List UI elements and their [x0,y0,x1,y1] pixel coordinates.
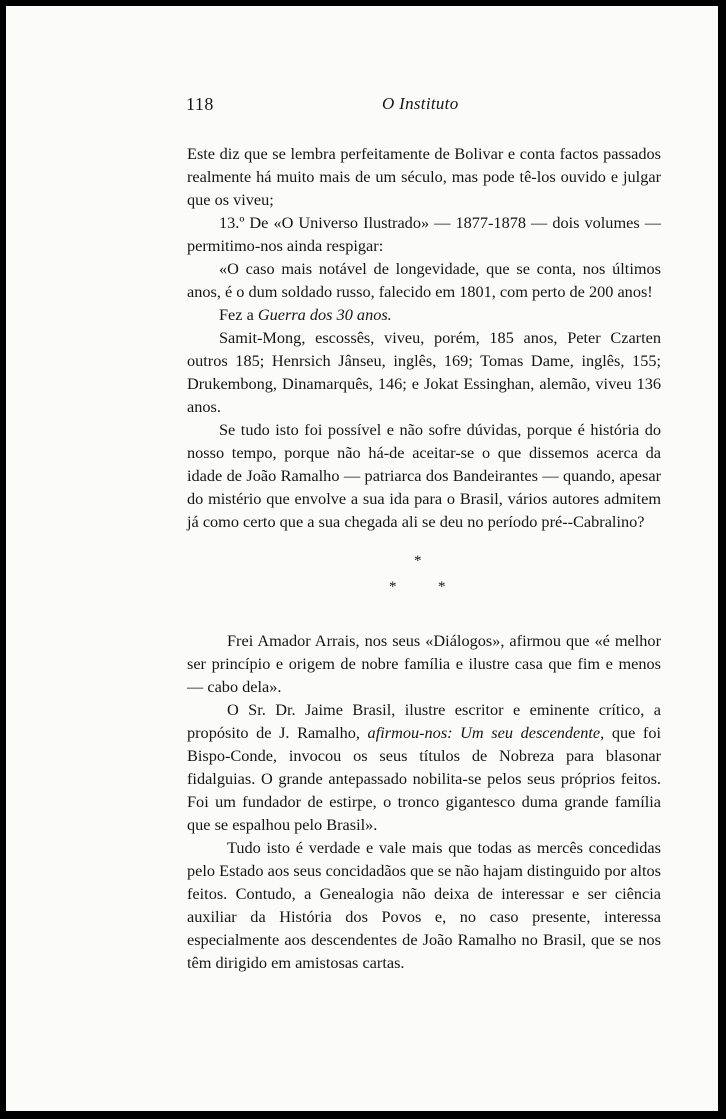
paragraph: «O caso mais notável de longevidade, que se conta, nos últimos anos, é o dum soldado russo, falecido em 1801, com perto de 200 anos! [187,259,661,301]
paragraph-text: que foi Bispo-Conde, invocou os seus títulos de Nobreza para blasonar fidalguias. O grande antepassado nobilita-se pelos seus próprios feitos. Foi um fundador de estirpe, o tronco gigantesco duma grande família que se espalhou pelo Brasil». [187,723,662,834]
text-block-1 [187,142,661,533]
paragraph: Frei Amador Arrais, nos seus «Diálogos», afirmou que «é melhor ser princípio e origem de nobre família e ilustre casa que fim e menos — cabo dela». [187,631,661,696]
paragraph: Se tudo isto foi possível e não sofre dúvidas, porque é história do nosso tempo, porque não há-de aceitar-se o que dissemos acerca da idade de João Ramalho — patriarca dos Bandeirantes — quando, apesar do mistério que envolve a sua ida para o Brasil, vários autores admitem já como certo que a sua chegada ali se deu no período pré--Cabralino? [187,420,661,531]
text-block-2 [187,629,661,974]
page-header [6,94,718,118]
asterisk-icon: * [438,579,446,595]
book-page [6,6,718,1111]
paragraph: Tudo isto é verdade e vale mais que todas as mercês concedidas pelo Estado aos seus concidadãos que se não hajam distinguido por altos feitos. Contudo, a Genealogia não deixa de interessar e ser ciência auxiliar da História dos Povos e, no caso presente, interessa especialmente aos descendentes de João Ramalho no Brasil, que se nos têm dirigido em amistosas cartas. [187,838,661,972]
italic-quote: afirmou-nos: Um seu descendente, [367,723,605,742]
paragraph-text: O Sr. Dr. Jaime Brasil, ilustre escritor e eminente crítico, a propósito de J. Ramalho, [187,700,661,742]
section-separator [6,554,718,604]
paragraph-text: Fez a [219,305,258,324]
page-number: 118 [186,94,214,114]
italic-title: Guerra dos 30 anos. [257,305,392,324]
paragraph [187,698,661,836]
asterisk-icon: * [389,579,397,595]
asterisk-icon: * [414,553,422,569]
paragraph [187,303,661,326]
paragraph: Samit-Mong, escossês, viveu, porém, 185 anos, Peter Czarten outros 185; Henrsich Jânseu, inglês, 169; Tomas Dame, inglês, 155; Drukembong, Dinamarquês, 146; e Jokat Essinghan, alemão, viveu 136 anos. [187,328,661,416]
paragraph: Este diz que se lembra perfeitamente de Bolivar e conta factos passados realmente há muito mais de um século, mas pode tê-los ouvido e julgar que os viveu; [187,144,661,209]
paragraph: 13.º De «O Universo Ilustrado» — 1877-1878 — dois volumes — permitimo-nos ainda respigar: [187,213,661,255]
running-title: O Instituto [382,94,459,113]
